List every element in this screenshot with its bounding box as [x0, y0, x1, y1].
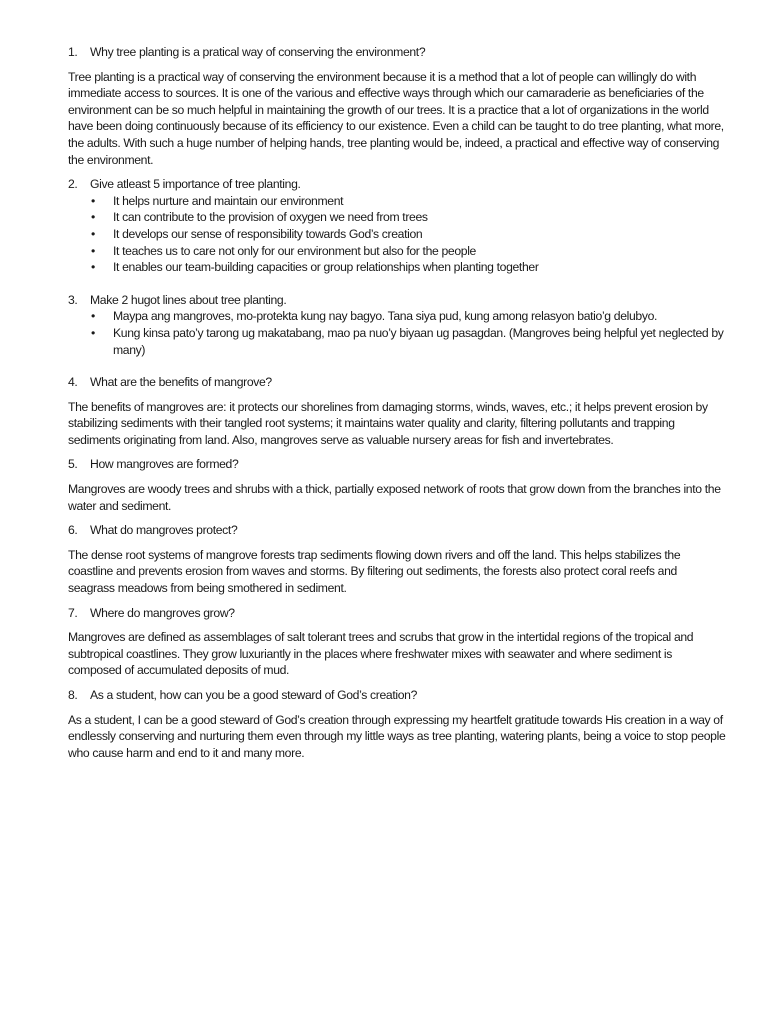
question-number: 8. — [68, 688, 78, 702]
list-item: • It develops our sense of responsibility towards God’s creation — [91, 226, 423, 241]
question-8 — [68, 687, 726, 704]
question-number: 7. — [68, 605, 78, 620]
list-item: • It can contribute to the provision of oxygen we need from trees — [91, 210, 428, 225]
question-2 — [68, 176, 726, 193]
list-item: • It enables our team-building capacities or group relationships when planting together — [91, 260, 539, 275]
question-text: What do mangroves protect? — [90, 523, 238, 538]
list-item: • It helps nurture and maintain our environment — [91, 193, 344, 208]
question-4 — [68, 374, 726, 391]
question-7 — [68, 605, 726, 622]
question-text: What are the benefits of mangrove? — [90, 375, 272, 390]
answer-4: The benefits of mangroves are: it protects our shorelines from damaging storms, winds, waves, etc.; it helps prevent erosion by stabilizing sediments with their tangled root systems; it maintains water quality and clarity, filtering pollutants and trapping sediments originating from land. Also, mangroves serve as valuable nursery areas for fish and invertebrates. — [68, 399, 708, 447]
question-number: 2. — [68, 177, 78, 192]
question-text: As a student, how can you be a good steward of God’s creation? — [90, 688, 417, 702]
bullet-icon: • — [91, 260, 95, 275]
question-number: 3. — [68, 292, 78, 307]
question-6 — [68, 522, 726, 539]
question-text: Give atleast 5 importance of tree planting. — [90, 177, 301, 192]
spacer — [68, 276, 726, 292]
question-number: 5. — [68, 457, 78, 472]
answer-8: As a student, I can be a good steward of God’s creation through expressing my heartfelt gratitude towards His creation in a way of endlessly conserving and nurturing them even through my little ways as tree planting, watering plants, being a voice to stop people who cause harm and end to it and many more. — [68, 712, 726, 760]
bullet-icon: • — [91, 325, 95, 340]
bullet-icon: • — [91, 210, 95, 225]
question-text: Why tree planting is a pratical way of conserving the environment? — [90, 45, 426, 59]
bullet-icon: • — [91, 309, 95, 324]
importance-list — [68, 193, 726, 276]
question-1 — [68, 44, 726, 61]
bullet-icon: • — [91, 243, 95, 258]
spacer — [68, 358, 726, 374]
question-number: 1. — [68, 45, 78, 59]
list-item: • Kung kinsa pato’y tarong ug makatabang, mao pa nuo’y biyaan ug pasagdan. (Mangroves being helpful yet neglected by many) — [91, 325, 724, 357]
answer-5: Mangroves are woody trees and shrubs with a thick, partially exposed network of roots that grow down from the branches into the water and sediment. — [68, 482, 721, 513]
bullet-icon: • — [91, 193, 95, 208]
list-item: • It teaches us to care not only for our environment but also for the people — [91, 243, 476, 258]
answer-1: Tree planting is a practical way of conserving the environment because it is a method that a lot of people can willingly do with immediate access to sources. It is one of the various and effective ways through which our camaraderie as beneficiaries of the environment can be so much helpful in maintaining the growth of our trees. It is a practice that a lot of organizations in the world have been doing continuously because of its efficiency to our existence. Even a child can be taught to do tree planting, what more, the adults. With such a huge number of helping hands, tree planting would be, indeed, a practical and effective way of conserving the environment. — [68, 69, 724, 167]
question-text: How mangroves are formed? — [90, 457, 239, 472]
question-5 — [68, 456, 726, 473]
question-text: Where do mangroves grow? — [90, 605, 235, 620]
question-number: 6. — [68, 523, 78, 538]
question-number: 4. — [68, 375, 78, 390]
bullet-icon: • — [91, 226, 95, 241]
answer-7: Mangroves are defined as assemblages of salt tolerant trees and scrubs that grow in the intertidal regions of the tropical and subtropical coastlines. They grow luxuriantly in the places where freshwater mixes with seawater and where sediment is composed of accumulated deposits of mud. — [68, 630, 694, 678]
list-item: • Maypa ang mangroves, mo-protekta kung nay bagyo. Tana siya pud, kung among relasyon batio’g delubyo. — [91, 309, 658, 324]
answer-6: The dense root systems of mangrove forests trap sediments flowing down rivers and off the land. This helps stabilizes the coastline and prevents erosion from waves and storms. By filtering out sediments, the forests also protect coral reefs and seagrass meadows from being smothered in sediment. — [68, 547, 681, 596]
document-page — [68, 44, 726, 769]
question-3 — [68, 292, 726, 309]
hugot-lines-list — [68, 308, 726, 358]
question-text: Make 2 hugot lines about tree planting. — [90, 292, 287, 307]
